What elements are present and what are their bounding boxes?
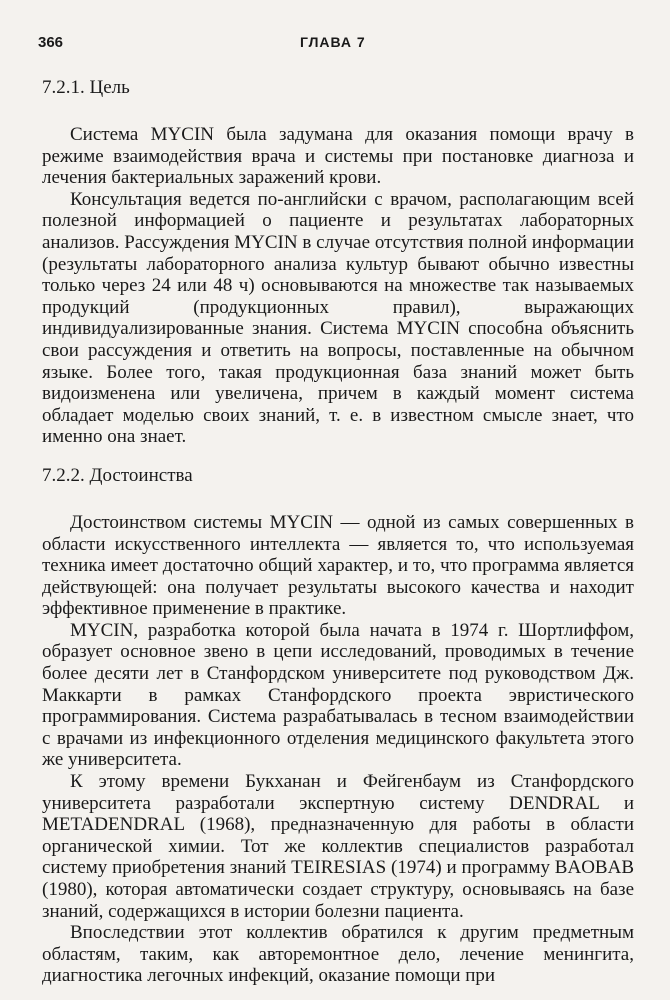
chapter-title: ГЛАВА 7	[300, 34, 366, 50]
section-heading-advantages: 7.2.2. Достоинства	[42, 464, 193, 486]
paragraph: MYCIN, разработка которой была начата в 1974 г. Шортлиффом, образует основное звено в цепи исследований, проводимых в течение более десяти лет в Станфордском университете под руководством Дж. Маккарти в рамках Станфордского проекта эвристического программирования. Система разрабатывалась в тесном взаимодействии с врачами из инфекционного отделения медицинского факультета этого же университета.	[42, 619, 634, 771]
page-number: 366	[38, 34, 64, 51]
paragraph: Впоследствии этот коллектив обратился к другим предметным областям, таким, как авторемонтное дело, лечение менингита, диагностика легочных инфекций, оказание помощи при	[42, 922, 634, 987]
section-heading-goal: 7.2.1. Цель	[42, 77, 130, 98]
paragraph: Система MYCIN была задумана для оказания помощи врачу в режиме взаимодействия врача и системы при постановке диагноза и лечения бактериальных заражений крови.	[42, 124, 634, 189]
paragraph: Консультация ведется по-английски с врачом, располагающим всей полезной информацией о пациенте и результатах лабораторных анализов. Рассуждения MYCIN в случае отсутствия полной информации (результаты лабораторного анализа культур бывают обычно известны только через 24 или 48 ч) основываются на множестве так называемых продукций (продукционных правил), выражающих индивидуализированные знания. Система MYCIN способна объяснить свои рассуждения и ответить на вопросы, поставленные на обычном языке. Более того, такая продукционная база знаний может быть видоизменена или увеличена, причем в каждый момент система обладает моделью своих знаний, т. е. в известном смысле знает, что именно она знает.	[42, 188, 634, 448]
paragraph: Достоинством системы MYCIN — одной из самых совершенных в области искусственного интеллекта — является то, что используемая техника имеет достаточно общий характер, и то, что программа является действующей: она получает результаты высокого качества и находит эффективное применение в практике.	[42, 511, 634, 620]
page-body	[42, 72, 634, 987]
running-head	[38, 34, 640, 56]
paragraph: К этому времени Букханан и Фейгенбаум из Станфордского университета разработали экспертную систему DENDRAL и METADENDRAL (1968), предназначенную для работы в области органической химии. Тот же коллектив специалистов разработал систему приобретения знаний TEIRESIAS (1974) и программу BAOBAB (1980), которая автоматически создает структуру, основываясь на базе знаний, содержащихся в истории болезни пациента.	[42, 771, 634, 922]
